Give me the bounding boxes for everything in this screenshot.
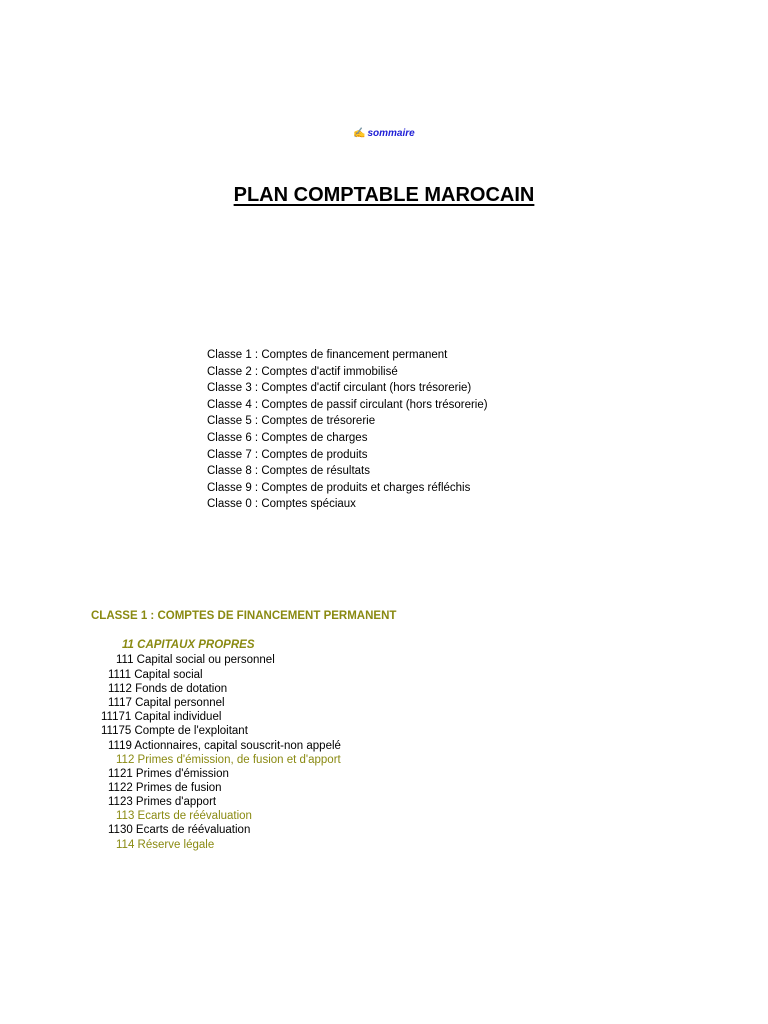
list-item: Classe 9 : Comptes de produits et charges réfléchis bbox=[207, 481, 471, 494]
account-subgroup: 112 Primes d'émission, de fusion et d'apport bbox=[116, 754, 341, 766]
account-item: 1122 Primes de fusion bbox=[108, 782, 222, 794]
section-heading: CLASSE 1 : COMPTES DE FINANCEMENT PERMANENT bbox=[91, 610, 397, 622]
class-list bbox=[207, 347, 488, 513]
account-item: 1117 Capital personnel bbox=[108, 697, 225, 709]
list-item: Classe 5 : Comptes de trésorerie bbox=[207, 415, 376, 428]
sommaire-label: sommaire bbox=[367, 128, 415, 139]
account-item: 1121 Primes d'émission bbox=[108, 768, 229, 780]
list-item: Classe 0 : Comptes spéciaux bbox=[207, 498, 356, 511]
account-group-heading: 11 CAPITAUX PROPRES bbox=[122, 639, 255, 651]
account-item: 1112 Fonds de dotation bbox=[108, 683, 228, 695]
account-item: 1123 Primes d'apport bbox=[108, 796, 217, 808]
list-item: Classe 7 : Comptes de produits bbox=[207, 448, 368, 461]
account-item: 111 Capital social ou personnel bbox=[116, 654, 275, 666]
list-item: Classe 3 : Comptes d'actif circulant (hors trésorerie) bbox=[207, 382, 472, 395]
list-item: Classe 4 : Comptes de passif circulant (hors trésorerie) bbox=[207, 398, 488, 411]
account-subgroup: 114 Réserve légale bbox=[116, 839, 215, 851]
pencil-icon: ✍ bbox=[353, 128, 366, 139]
account-item: 1130 Ecarts de réévaluation bbox=[108, 824, 251, 836]
list-item: Classe 8 : Comptes de résultats bbox=[207, 465, 370, 478]
page-title: PLAN COMPTABLE MAROCAIN bbox=[233, 184, 535, 206]
account-item: 11171 Capital individuel bbox=[101, 711, 222, 723]
account-subgroup: 113 Ecarts de réévaluation bbox=[116, 810, 252, 822]
account-item: 11175 Compte de l'exploitant bbox=[101, 725, 248, 737]
sommaire-link[interactable] bbox=[353, 128, 415, 139]
list-item: Classe 6 : Comptes de charges bbox=[207, 431, 368, 444]
list-item: Classe 1 : Comptes de financement permanent bbox=[207, 349, 448, 361]
account-item: 1119 Actionnaires, capital souscrit-non appelé bbox=[108, 740, 341, 752]
account-item: 1111 Capital social bbox=[108, 669, 203, 681]
list-item: Classe 2 : Comptes d'actif immobilisé bbox=[207, 365, 398, 378]
